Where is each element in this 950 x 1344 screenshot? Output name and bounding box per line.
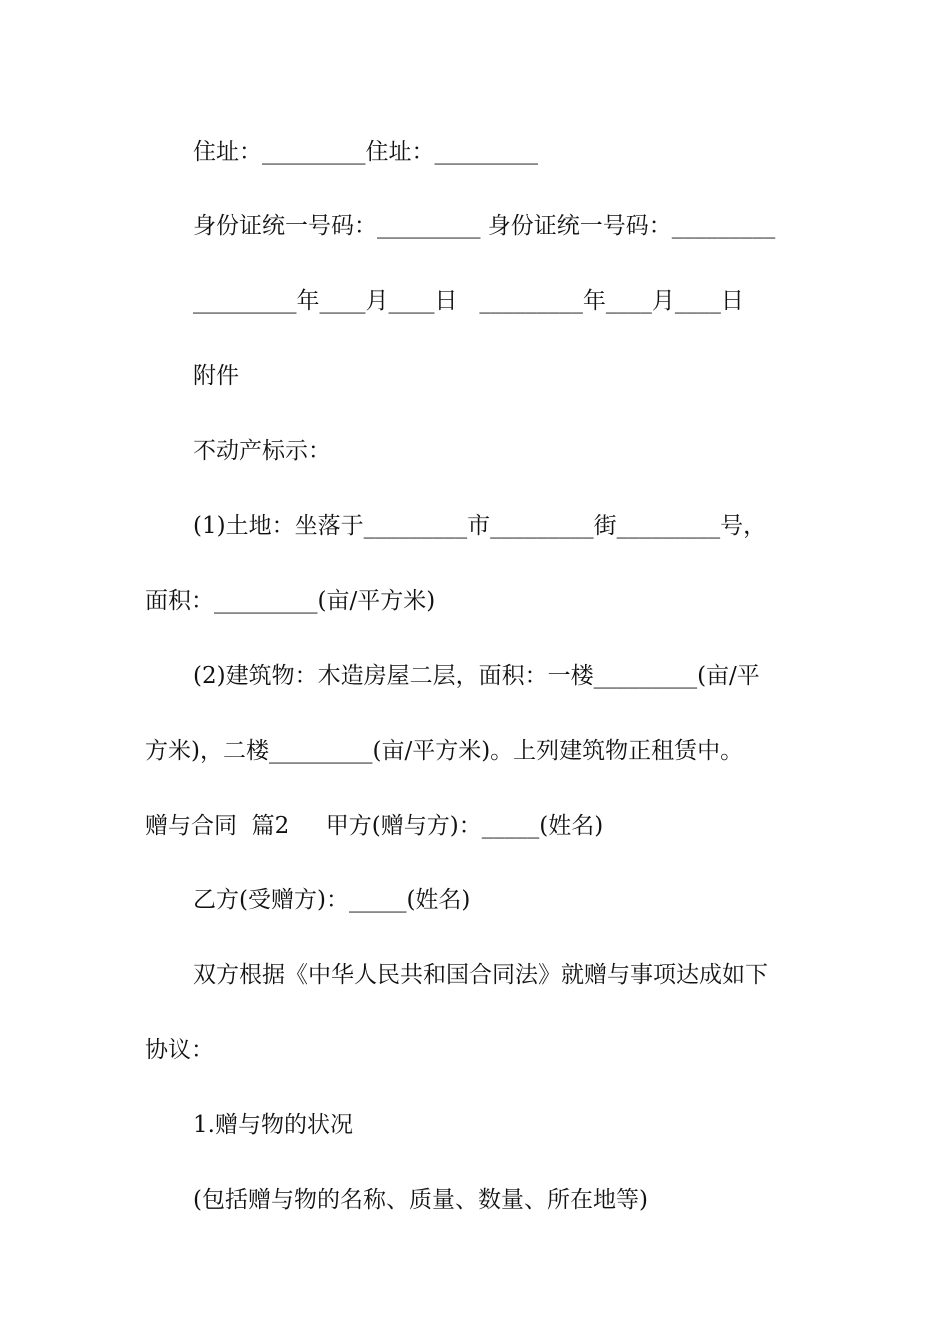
building-item: (2)建筑物：木造房屋二层，面积：一楼_________(亩/平 xyxy=(193,663,760,689)
party-b-line: 乙方(受赠方)：_____(姓名) xyxy=(193,887,471,913)
gift-status-heading: 1.赠与物的状况 xyxy=(193,1112,353,1138)
building-item-cont: 方米)，二楼_________(亩/平方米)。上列建筑物正租赁中。 xyxy=(145,738,744,764)
attachment-heading: 附件 xyxy=(193,363,239,389)
agreement-intro: 双方根据《中华人民共和国合同法》就赠与事项达成如下 xyxy=(193,962,768,988)
agreement-intro-cont: 协议： xyxy=(145,1037,214,1063)
property-label: 不动产标示： xyxy=(193,438,331,464)
land-area: 面积：_________(亩/平方米) xyxy=(145,588,436,614)
date-line: _________年____月____日 _________年____月____日 xyxy=(193,288,744,314)
contract-title-line: 赠与合同 篇2 甲方(赠与方)：_____(姓名) xyxy=(145,813,604,839)
address-line: 住址：_________住址：_________ xyxy=(193,139,538,165)
land-item: (1)土地：坐落于_________市_________街_________号， xyxy=(193,513,767,539)
id-number-line: 身份证统一号码：_________ 身份证统一号码：_________ xyxy=(193,213,776,239)
gift-status-note: (包括赠与物的名称、质量、数量、所在地等) xyxy=(193,1187,648,1213)
